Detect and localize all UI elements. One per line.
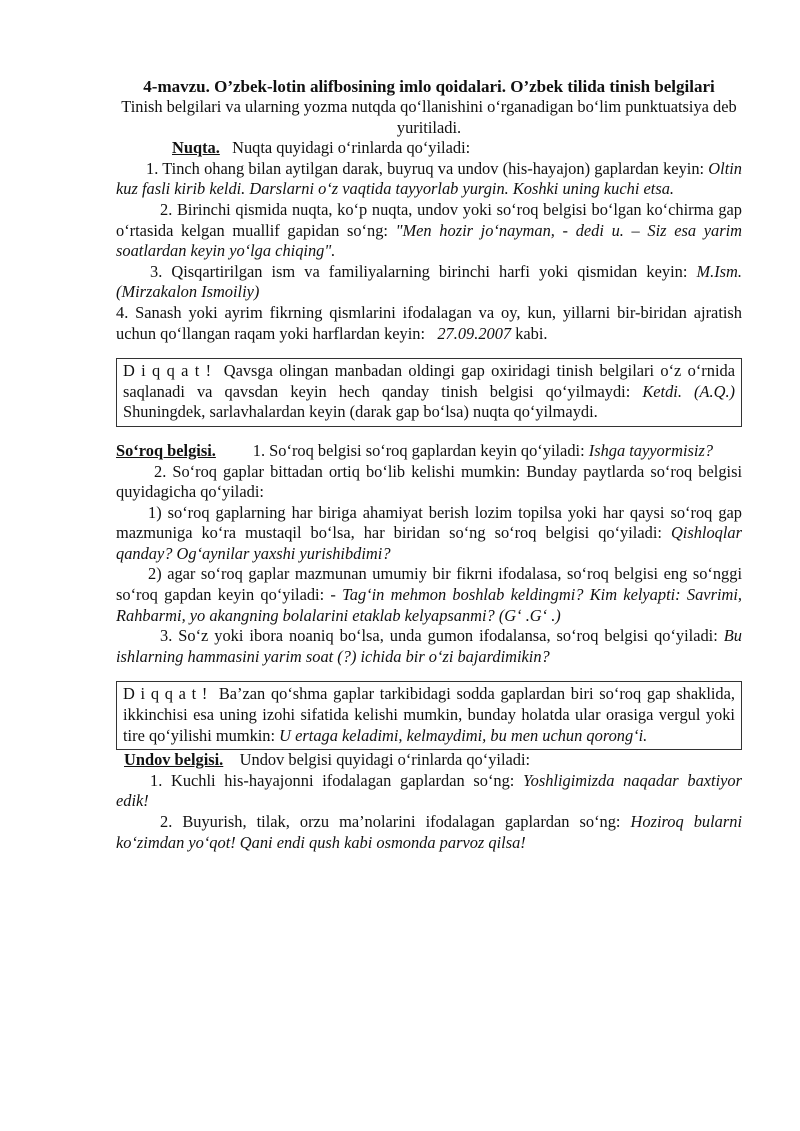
nuqta-lead — [116, 138, 742, 159]
nuqta-rule-3 — [116, 262, 742, 303]
undov-rule-2 — [116, 812, 742, 853]
rule-example: Yoshligimizda naqadar baxtiyor edik! — [116, 770, 742, 811]
rule-example: Hoziroq bularni ko‘zimdan yo‘qot! Qani endi qush kabi osmonda parvoz qilsa! — [116, 812, 742, 852]
rule-text: 3. So‘z yoki ibora noaniq bo‘lsa, unda gumon ifodalansa, so‘roq belgisi qo‘yiladi: — [160, 626, 724, 646]
rule-example: Bu ishlarning hammasini yarim soat (?) ichida bir o‘zi bajardimikin? — [116, 626, 742, 666]
undov-lead-text: Undov belgisi quyidagi o‘rinlarda qo‘yiladi: — [239, 750, 531, 770]
nuqta-rule-1 — [116, 159, 742, 200]
rule-example: M.Ism. (Mirzakalon Ismoiliy) — [116, 261, 742, 302]
rule-example: 27.09.2007 — [437, 323, 512, 343]
rule-example: "Men hozir jo‘nayman, - dedi u. – Siz esa yarim soatlardan keyin yo‘lga chiqing". — [116, 220, 742, 261]
note-box-2 — [116, 681, 742, 750]
note-tail: Shuningdek, sarlavhalardan keyin (darak gap bo‘lsa) nuqta qo‘yilmaydi. — [123, 402, 598, 422]
rule-text: 4. Sanash yoki ayrim fikrning qismlarini ifodalagan va oy, kun, yillarni bir-biridan ajratish uchun qo‘llangan raqam yoki harflardan keyin: — [116, 302, 742, 343]
rule-example: Ishga tayyormisiz? — [588, 440, 714, 460]
soroq-rule-3 — [116, 626, 742, 667]
rule-example: Qishloqlar qanday? Og‘aynilar yaxshi yurishibdimi? — [116, 523, 742, 563]
undov-heading: Undov belgisi. — [124, 750, 224, 770]
soroq-sub-1 — [116, 503, 742, 565]
document-page — [116, 76, 742, 853]
soroq-sub-2 — [116, 564, 742, 626]
note-label: D i q q a t ! — [123, 361, 212, 381]
undov-lead — [116, 750, 742, 771]
note-label: D i q q a t ! — [123, 684, 208, 704]
rule-text: 2. Buyurish, tilak, orzu ma’nolarini ifodalagan gaplardan so‘ng: — [160, 812, 631, 831]
undov-rule-1 — [116, 771, 742, 812]
soroq-heading: So‘roq belgisi. — [116, 440, 216, 460]
rule-text: 1. Tinch ohang bilan aytilgan darak, buyruq va undov (his-hayajon) gaplardan keyin: — [146, 158, 709, 178]
soroq-rule-1 — [116, 441, 742, 462]
nuqta-heading: Nuqta. — [172, 138, 220, 158]
nuqta-rule-2 — [116, 200, 742, 262]
intro-paragraph: Tinish belgilari va ularning yozma nutqda qo‘llanishini o‘rganadigan bo‘lim punktuatsiya deb yuritiladi. — [121, 97, 737, 137]
rule-text: 1) so‘roq gaplarning har biriga ahamiyat berish lozim topilsa yoki har qaysi so‘roq gap mazmuniga ko‘ra mustaqil bo‘lsa, har biridan so‘ng so‘roq belgisi qo‘yiladi: — [116, 502, 742, 543]
note-text: Qavsga olingan manbadan oldingi gap oxiridagi tinish belgilari o‘z o‘rnida saqlanadi va qavsdan keyin hech qanday tinish belgisi qo‘yilmaydi: — [123, 361, 735, 401]
rule-text: 2. So‘roq gaplar bittadan ortiq bo‘lib kelishi mumkin: Bunday paytlarda so‘roq belgisi quyidagicha qo‘yiladi: — [116, 461, 742, 502]
rule-text: 3. Qisqartirilgan ism va familiyalarning birinchi harfi yoki qismidan keyin: — [150, 261, 697, 281]
nuqta-lead-text: Nuqta quyidagi o‘rinlarda qo‘yiladi: — [232, 138, 471, 158]
note-example: Ketdi. (A.Q.) — [642, 381, 735, 401]
note-box-1 — [116, 358, 742, 427]
soroq-rule-2 — [116, 462, 742, 503]
page-title: 4-mavzu. O’zbek-lotin alifbosining imlo qoidalari. O’zbek tilida tinish belgilari — [143, 77, 715, 96]
rule-text: 2) agar so‘roq gaplar mazmunan umumiy bir fikrni ifodalasa, so‘roq belgisi eng so‘nggi so‘roq gapdan keyin qo‘yiladi: - — [116, 564, 742, 605]
rule-tail: kabi. — [511, 323, 548, 343]
note-example: U ertaga keladimi, kelmaydimi, bu men uchun qorong‘i. — [279, 725, 648, 745]
rule-text: 1. So‘roq belgisi so‘roq gaplardan keyin qo‘yiladi: — [252, 440, 589, 460]
rule-example: Oltin kuz fasli kirib keldi. Darslarni o‘z vaqtida tayyorlab yurgin. Koshki uning kuchi etsa. — [116, 158, 742, 199]
rule-text: 1. Kuchli his-hayajonni ifodalagan gaplardan so‘ng: — [150, 770, 524, 790]
nuqta-rule-4 — [116, 303, 742, 344]
rule-example: Tag‘in mehmon boshlab keldingmi? Kim kelyapti: Savrimi, Rahbarmi, yo akangning bolalarini etaklab kelyapsanmi? (G‘ .G‘ .) — [116, 585, 742, 625]
note-text: Ba’zan qo‘shma gaplar tarkibidagi sodda gaplardan biri so‘roq gap shaklida, ikkinchisi esa uning izohi sifatida kelishi mumkin, bunday holatda ular orasiga vergul yoki tire qo‘yilishi mumkin: — [123, 684, 735, 745]
rule-text: 2. Birinchi qismida nuqta, ko‘p nuqta, undov yoki so‘roq belgisi bo‘lgan ko‘chirma gap o‘rtasida kelgan muallif gapidan so‘ng: — [116, 199, 742, 240]
